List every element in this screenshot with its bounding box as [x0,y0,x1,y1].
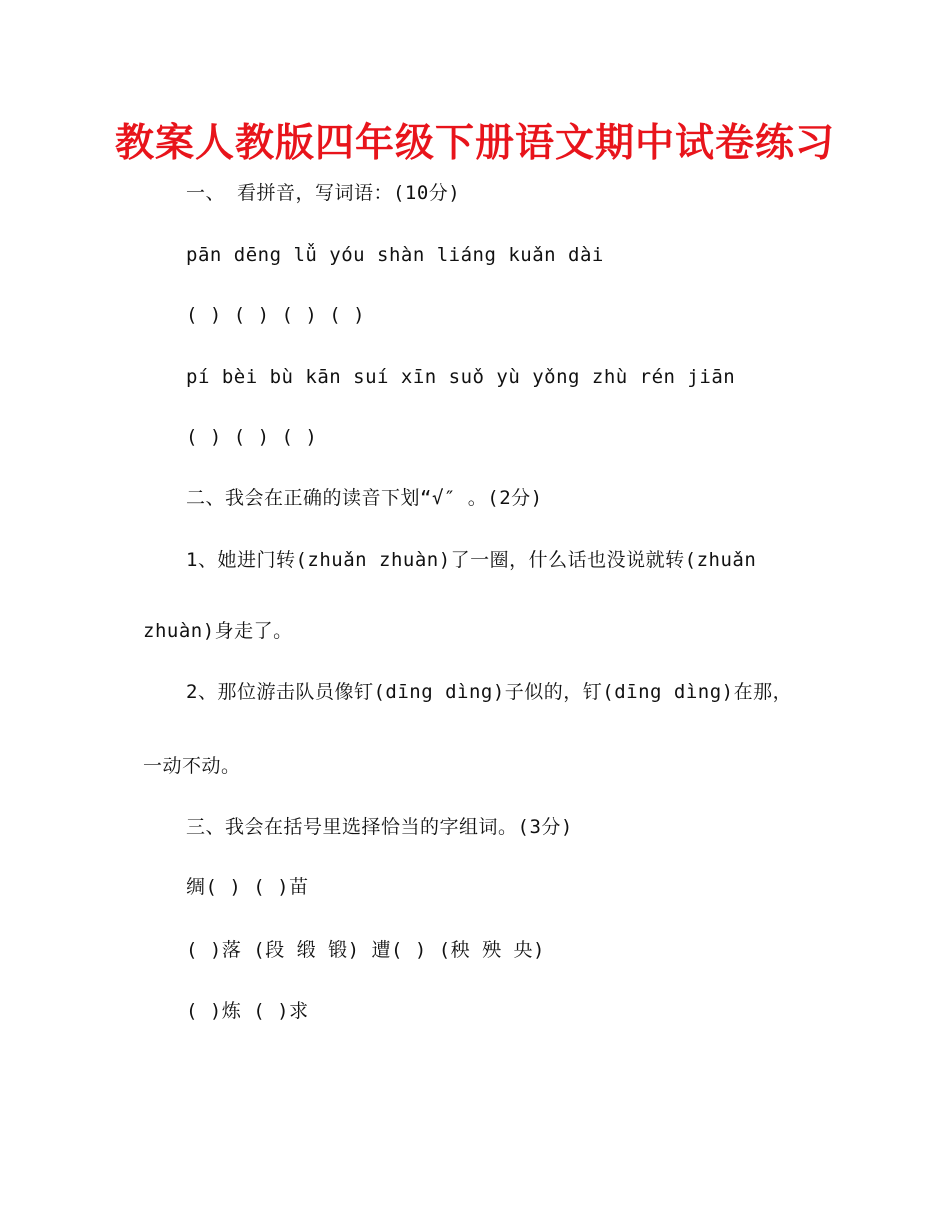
pinyin-line-1: pān dēng lǚ yóu shàn liáng kuǎn dài [186,244,604,266]
section-2-heading: 二、我会在正确的读音下划“√″ 。(2分) [186,487,543,509]
word-group-line-1: 绸( ) ( )苗 [186,876,309,898]
section-3-heading: 三、我会在括号里选择恰当的字组词。(3分) [186,816,573,838]
question-2-2-continued: 一动不动。 [143,755,241,777]
blanks-line-1: ( ) ( ) ( ) ( ) [186,304,366,326]
question-2-1-continued: zhuàn)身走了。 [143,620,293,642]
section-1-heading: 一、 看拼音，写词语：(10分) [186,182,461,204]
question-2-2: 2、那位游击队员像钉(dīng dìng)子似的，钉(dīng dìng)在那， [186,681,793,703]
blanks-line-2: ( ) ( ) ( ) [186,426,318,448]
word-group-line-2: ( )落 (段 缎 锻) 遭( ) (秧 殃 央) [186,939,545,961]
word-group-line-3: ( )炼 ( )求 [186,1000,309,1022]
document-title: 教案人教版四年级下册语文期中试卷练习 [114,121,835,166]
pinyin-line-2: pí bèi bù kān suí xīn suǒ yù yǒng zhù rén jiān [186,366,736,388]
question-2-1: 1、她进门转(zhuǎn zhuàn)了一圈，什么话也没说就转(zhuǎn [186,549,757,571]
